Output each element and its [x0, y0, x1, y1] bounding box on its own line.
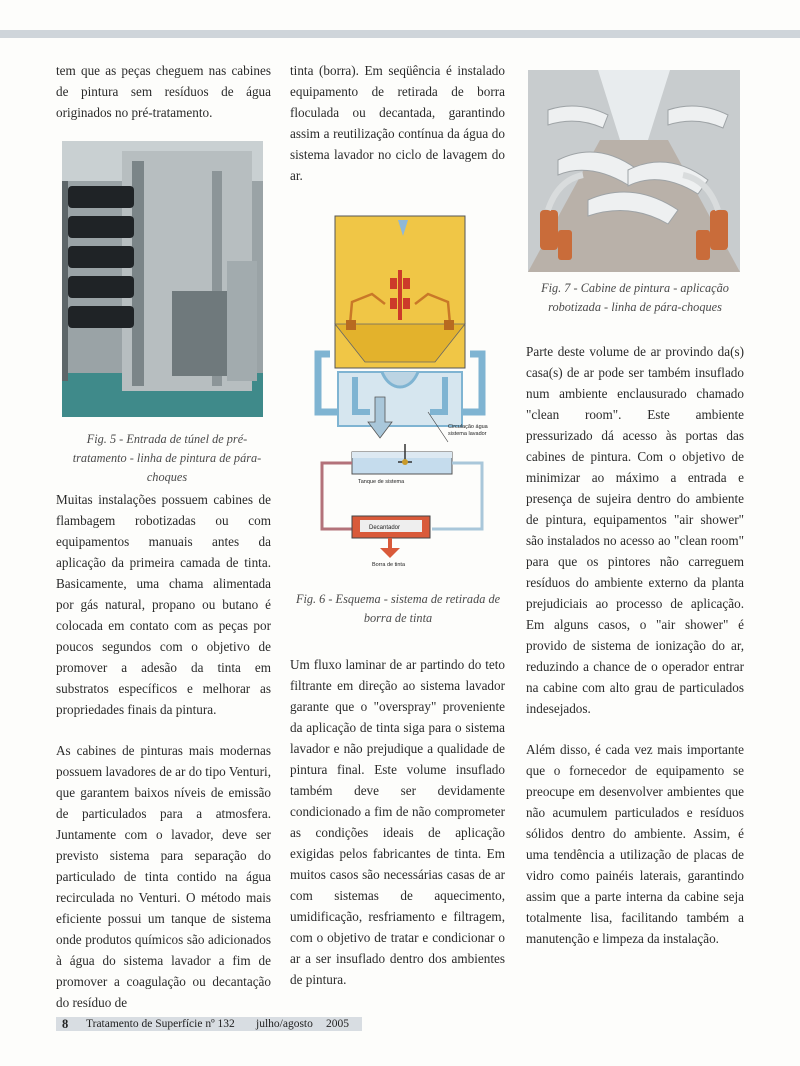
text-column-3 — [526, 341, 744, 969]
page-number: 8 — [62, 1017, 69, 1031]
issue-months: julho/agosto — [256, 1018, 313, 1030]
fig6-caption: Fig. 6 - Esquema - sistema de retirada de borra de tinta — [295, 592, 501, 625]
paragraph: tem que as peças cheguem nas cabines de pintura sem resíduos de água originados no pré-tratamento. — [56, 63, 271, 120]
label-paint-sludge: Borra de tinta — [372, 562, 406, 568]
fig7-caption: Fig. 7 - Cabine de pintura - aplicação robotizada - linha de pára-choques — [541, 281, 729, 314]
issue-year: 2005 — [326, 1018, 349, 1030]
paragraph: Um fluxo laminar de ar partindo do teto filtrante em direção ao sistema lavador garante que o "overspray" proveniente da aplicação de tinta siga para o sistema lavador e não prejudique a qualidade de pintura final. Este volume insuflado também deve ser devidamente condicionado a fim de não comprometer as condições ideais de aplicação exigidas pelos fabricantes de tinta. Em muitos casos são necessárias casas de ar com sistemas de aquecimento, umidificação, resfriamento e filtragem, com o objetivo de tratar e condicionar o ar a ser insuflado dentro dos ambientes de pintura. — [290, 657, 505, 987]
paragraph: Parte deste volume de ar provindo da(s) casa(s) de ar pode ser também insuflado num ambiente enclausurado chamado "clean room". Este ambiente pressurizado dá acesso às portas das cabines de pintura. Com o objetivo de minimizar ao máximo a entrada e presença de sujeira dentro do ambiente de pintura, equipamentos "air shower" são instalados no acesso ao "clean room" para que os pintores não carreguem resíduos do ambiente externo da planta prejudiciais ao processo de aplicação. Em alguns casos, o "air shower" é provido de sistema de ionização do ar, reduzindo a chance de o operador entrar na cabine com alto grau de particulados indesejados. — [526, 344, 744, 716]
paragraph: As cabines de pinturas mais modernas possuem lavadores de ar do tipo Venturi, que garantem baixos níveis de emissão de particulados para a atmosfera. Juntamente com o lavador, deve ser previsto sistema para separação do particulado de tinta contido na água recirculada no Venturi. O método mais eficiente possui um tanque de sistema onde produtos químicos são adicionados à água do sistema lavador a fim de promover a coagulação ou decantação do resíduo de — [56, 743, 271, 1010]
paragraph: tinta (borra). Em seqüência é instalado equipamento de retirada de borra floculada ou decantada, garantindo assim a reutilização contínua da água do sistema lavador no ciclo de lavagem do ar. — [290, 63, 505, 183]
fig5-caption: Fig. 5 - Entrada de túnel de pré-tratamento - linha de pintura de pára-choques — [72, 432, 262, 484]
paragraph: Além disso, é cada vez mais importante que o fornecedor de equipamento se preocupe em desenvolver ambientes que não acumulem particulados e resíduos sólidos dentro do ambiente. Assim, é uma tendência a utilização de placas de vidro como painéis laterais, garantindo assim que a parte interna da cabine seja totalmente lisa, facilitando também a manutenção e limpeza da instalação. — [526, 742, 744, 946]
top-color-band — [0, 30, 800, 38]
label-circulation-1: Circulação água — [448, 424, 488, 430]
label-decanter: Decantador — [369, 525, 401, 531]
paragraph: Muitas instalações possuem cabines de flambagem robotizadas ou com equipamentos manuais antes da aplicação da primeira camada de tinta. Basicamente, uma chama alimentada por gás natural, propano ou butano é colocada em contato com as peças por poucos segundos com o objetivo de promover a adesão da tinta em substratos específicos e melhorar as propriedades finais da pintura. — [56, 492, 271, 717]
label-circulation-2: sistema lavador — [448, 431, 487, 437]
fig6-diagram-paint-sludge-removal — [310, 212, 490, 572]
label-tank: Tanque de sistema — [358, 479, 405, 485]
page-footer — [56, 1017, 362, 1031]
magazine-name: Tratamento de Superfície nº 132 — [86, 1018, 235, 1030]
fig7-photo-robotic-paint-booth — [528, 70, 740, 272]
fig5-photo-pretreatment-tunnel — [62, 141, 263, 417]
